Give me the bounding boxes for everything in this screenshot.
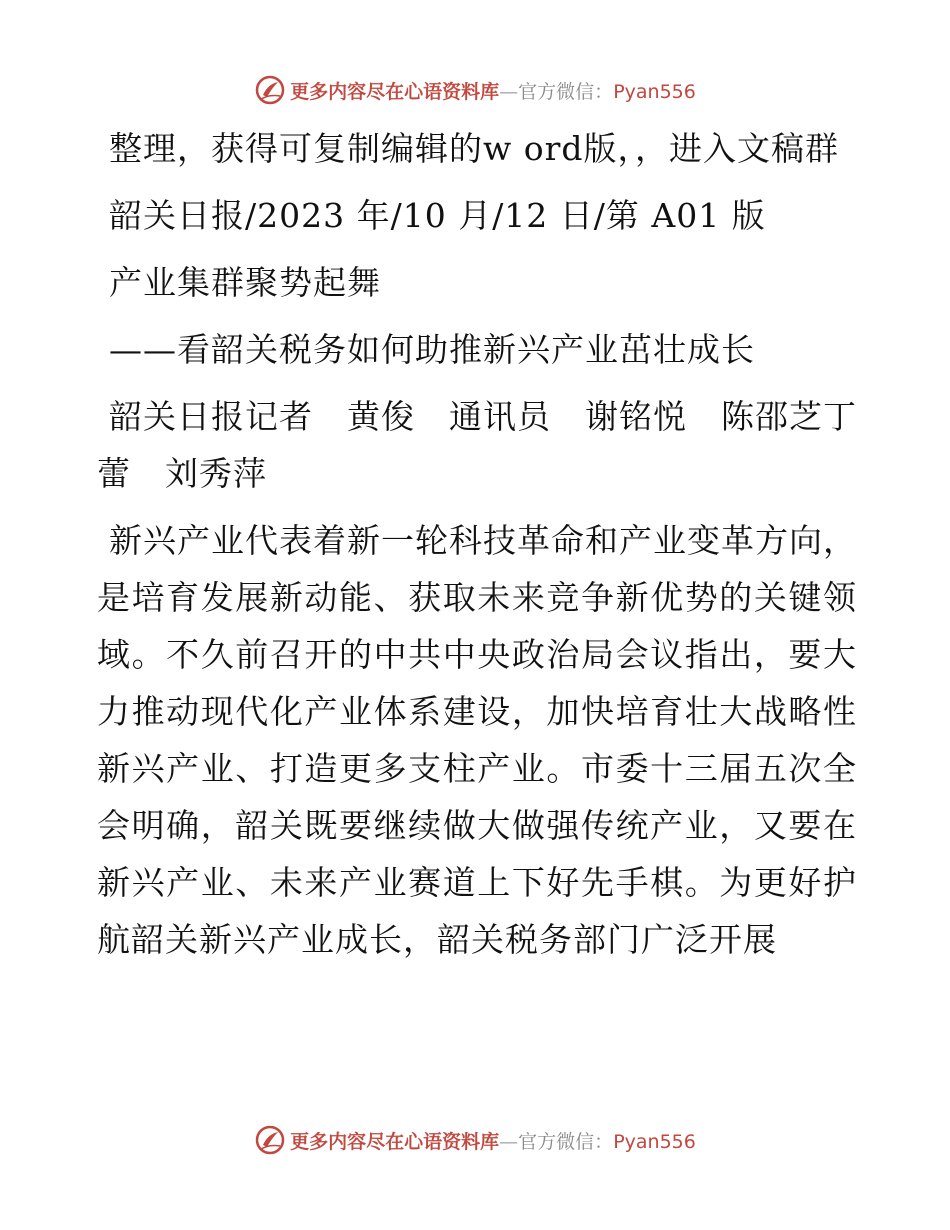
document-source-line: 韶关日报/2023 年/10 月/12 日/第 A01 版 <box>109 196 766 235</box>
document-title: 产业集群聚势起舞 <box>109 263 381 302</box>
footer-banner-main: 更多内容尽在心语资料库 <box>290 1130 500 1153</box>
document-subtitle: ——看韶关税务如何助推新兴产业茁壮成长 <box>109 330 755 369</box>
footer-watermark-banner <box>0 1120 950 1160</box>
document-byline <box>97 388 857 502</box>
header-banner-text <box>290 77 696 104</box>
header-banner-separator: — <box>499 80 519 103</box>
footer-banner-text <box>290 1127 696 1154</box>
document-body-paragraph: 新兴产业代表着新一轮科技革命和产业变革方向，是培育发展新动能、获取未来竞争新优势的关键领域。不久前召开的中共中央政治局会议指出，要大力推动现代化产业体系建设，加快培育壮大战略性新兴产业、打造更多支柱产业。市委十三届五次全会明确，韶关既要继续做大做强传统产业，又要在新兴产业、未来产业赛道上下好先手棋。为更好护航韶关新兴产业成长，韶关税务部门广泛开展 <box>97 521 857 959</box>
byline-name-1: 谢铭悦 <box>585 397 687 436</box>
footer-banner-separator: — <box>499 1130 519 1153</box>
header-watermark-banner <box>0 70 950 110</box>
footer-banner-handle: Pyan556 <box>613 1130 696 1153</box>
byline-correspondent-label: 通讯员 <box>449 397 551 436</box>
byline-name-4: 刘秀萍 <box>165 454 267 493</box>
byline-reporter-label: 韶关日报记者 <box>109 397 313 436</box>
byline-name-3: 丁蕾 <box>97 397 857 493</box>
pen-swirl-logo-icon <box>254 74 286 106</box>
byline-reporter-name: 黄俊 <box>347 397 415 436</box>
document-notice: 整理，获得可复制编辑的w ord版，，进入文稿群 <box>109 129 840 168</box>
byline-name-2: 陈邵芝 <box>721 397 823 436</box>
footer-banner-label: 官方微信： <box>518 1130 614 1153</box>
pen-swirl-logo-icon <box>254 1124 286 1156</box>
header-banner-label: 官方微信： <box>518 80 614 103</box>
document-content <box>97 120 857 968</box>
header-banner-main: 更多内容尽在心语资料库 <box>290 80 500 103</box>
header-banner-handle: Pyan556 <box>613 80 696 103</box>
